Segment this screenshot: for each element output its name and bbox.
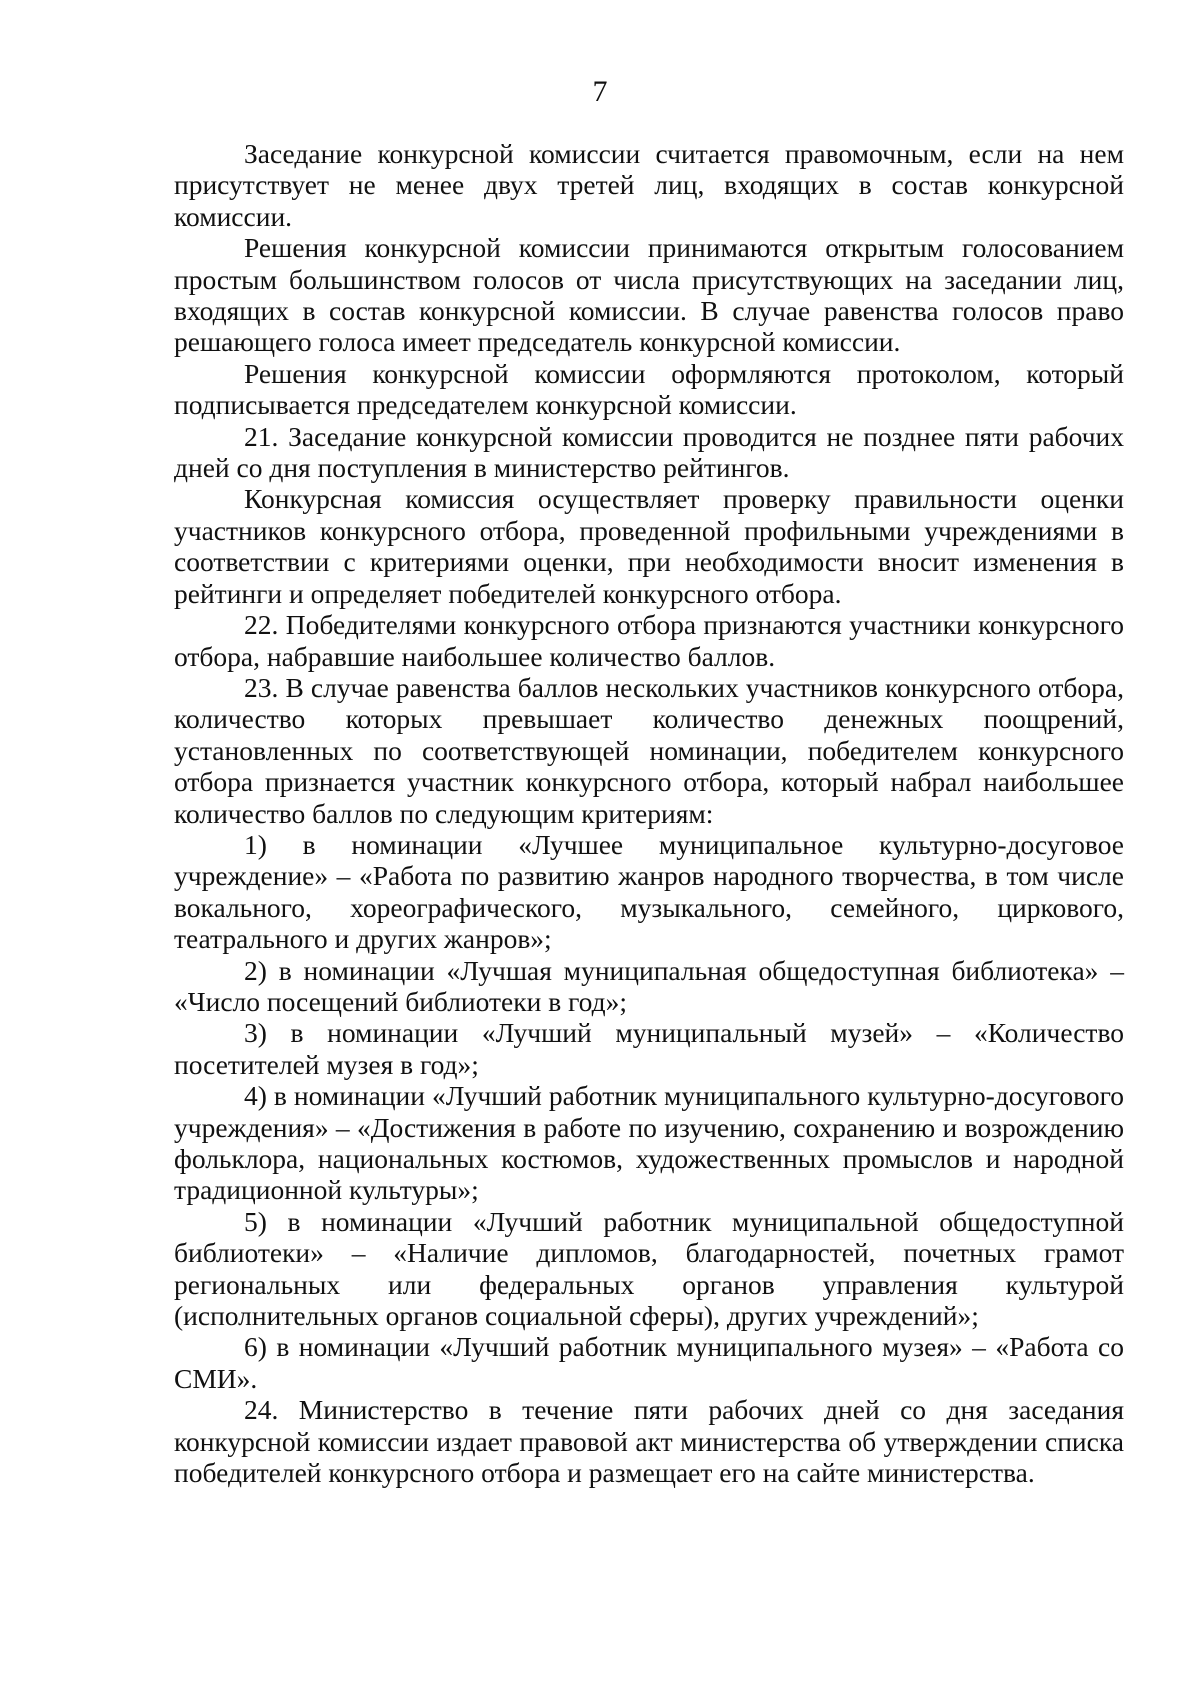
page-number: 7 xyxy=(592,75,608,108)
criterion-3: 3) в номинации «Лучший муниципальный музей» – «Количество посетителей музея в год»; xyxy=(174,1017,1124,1080)
paragraph-quorum: Заседание конкурсной комиссии считается правомочным, если на нем присутствует не менее двух третей лиц, входящих в состав конкурсной комиссии. xyxy=(174,138,1124,232)
document-body xyxy=(174,138,1124,1488)
paragraph-item-22: 22. Победителями конкурсного отбора признаются участники конкурсного отбора, набравшие наибольшее количество баллов. xyxy=(174,609,1124,672)
paragraph-commission-review: Конкурсная комиссия осуществляет проверку правильности оценки участников конкурсного отбора, проведенной профильными учреждениями в соответствии с критериями оценки, при необходимости вносит изменения в рейтинги и определяет победителей конкурсного отбора. xyxy=(174,483,1124,609)
paragraph-item-23: 23. В случае равенства баллов нескольких участников конкурсного отбора, количество которых превышает количество денежных поощрений, установленных по соответствующей номинации, победителем конкурсного отбора признается участник конкурсного отбора, который набрал наибольшее количество баллов по следующим критериям: xyxy=(174,671,1124,829)
criterion-2: 2) в номинации «Лучшая муниципальная общедоступная библиотека» – «Число посещений библиотеки в год»; xyxy=(174,954,1124,1017)
criterion-5: 5) в номинации «Лучший работник муниципальной общедоступной библиотеки» – «Наличие дипломов, благодарностей, почетных грамот региональных или федеральных органов управления культурой (исполнительных органов социальной сферы), других учреждений»; xyxy=(174,1205,1124,1332)
criterion-1: 1) в номинации «Лучшее муниципальное культурно-досуговое учреждение» – «Работа по развитию жанров народного творчества, в том числе вокального, хореографического, музыкального, семейного, циркового, театрального и других жанров»; xyxy=(174,828,1124,955)
paragraph-decisions-voting: Решения конкурсной комиссии принимаются открытым голосованием простым большинством голосов от числа присутствующих на заседании лиц, входящих в состав конкурсной комиссии. В случае равенства голосов право решающего голоса имеет председатель конкурсной комиссии. xyxy=(174,232,1124,358)
paragraph-item-24: 24. Министерство в течение пяти рабочих дней со дня заседания конкурсной комиссии издает правовой акт министерства об утверждении списка победителей конкурсного отбора и размещает его на сайте министерства. xyxy=(174,1394,1124,1489)
paragraph-decisions-protocol: Решения конкурсной комиссии оформляются протоколом, который подписывается председателем конкурсной комиссии. xyxy=(174,357,1124,421)
criterion-4: 4) в номинации «Лучший работник муниципального культурно-досугового учреждения» – «Достижения в работе по изучению, сохранению и возрождению фольклора, национальных костюмов, художественных промыслов и народной традиционной культуры»; xyxy=(174,1080,1124,1206)
criterion-6: 6) в номинации «Лучший работник муниципального музея» – «Работа со СМИ». xyxy=(174,1331,1124,1394)
paragraph-item-21: 21. Заседание конкурсной комиссии проводится не позднее пяти рабочих дней со дня поступления в министерство рейтингов. xyxy=(174,420,1124,484)
